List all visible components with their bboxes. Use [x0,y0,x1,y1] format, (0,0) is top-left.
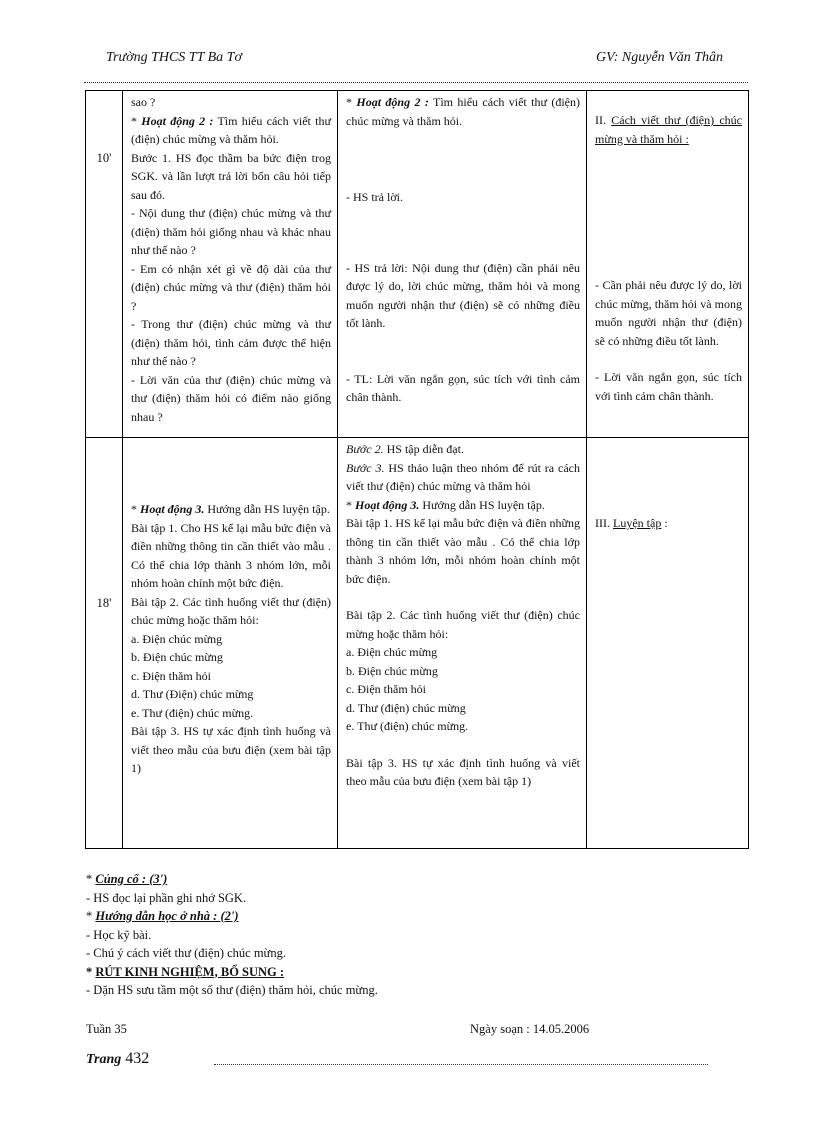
consolidation-section [86,870,378,1000]
list-item: a. Điện chúc mừng [346,645,438,659]
activity-heading: * Hoạt động 3. Hướng dẫn HS luyện tập. [131,502,330,516]
exercise: Bài tập 2. Các tình huống viết thư (điện) chúc mừng hoặc thăm hỏi: [131,594,331,627]
content-note: - Cần phải nêu được lý do, lời chúc mừng, thăm hỏi và mong muốn người nhận thư (điện) sẽ có những điều tốt lành. [595,278,742,348]
lesson-table [85,90,749,849]
step: Bước 3. HS thảo luận theo nhóm để rút ra cách viết thư (điện) chúc mừng và thăm hỏi [346,460,580,493]
list-item: e. Thư (điện) chúc mừng. [131,705,254,720]
section-heading: II. Cách viết thư (điện) chúc mừng và thăm hỏi : [595,113,742,146]
question: - Nội dung thư (điện) chúc mừng và thư (điện) thăm hỏi giống nhau và khác nhau như thế nào ? [131,206,331,257]
time-label: 18' [96,596,112,610]
content-cell [587,438,749,849]
table-row [86,91,749,438]
content-note: - Lời văn ngắn gọn, súc tích với tình cảm chân thành. [595,370,742,403]
student-cell [338,438,587,849]
question: - Em có nhận xét gì về độ dài của thư (điện) chúc mừng và thư (điện) thăm hỏi ? [131,261,331,313]
exercise: Bài tập 1. HS kể lại mẫu bức điện và điền những thông tin cần thiết vào mẫu . Có thể chia lớp thành 3 nhóm lớn, mỗi nhóm hoàn chỉnh một bức điện. [346,516,580,586]
content-cell [587,91,749,438]
homework-item: - Học kỹ bài. [86,927,152,942]
exercise: Bài tập 1. Cho HS kể lại mẫu bức điện và điền những thông tin cần thiết vào mẫu . Có thể chia lớp thành 3 nhóm lớn, mỗi nhóm hoàn chỉnh một bức điện. [131,520,331,590]
text-line: Bước 1. HS đọc thầm ba bức điện trog SGK. và lần lượt trả lời bốn câu hỏi tiếp sau đó. [131,150,331,202]
exercise: Bài tập 3. HS tự xác định tình huống và viết theo mẫu của bưu điện (xem bài tập 1) [131,724,331,775]
list-item: b. Điện chúc mừng [131,650,223,664]
consolidation-item: - HS đọc lại phần ghi nhớ SGK. [86,890,247,905]
school-name: Trường THCS TT Ba Tơ [106,50,242,65]
answer: - HS trả lời. [346,190,404,204]
list-item: d. Thư (Điện) chúc mừng [131,687,254,701]
student-cell [338,91,587,438]
prep-date: Ngày soạn : 14.05.2006 [470,1022,590,1036]
homework-title: * Hướng dẫn học ở nhà : (2') [86,909,239,923]
header-divider [84,82,748,83]
list-item: d. Thư (điện) chúc mừng [346,700,466,715]
footer-divider [214,1064,708,1065]
question: - Lời văn của thư (điện) chúc mừng và thư (điện) thăm hỏi có điểm nào giống nhau ? [131,372,331,424]
answer: - TL: Lời văn ngắn gọn, súc tích với tình cảm chân thành. [346,371,580,404]
page-footer [86,1050,149,1068]
experience-title: * RÚT KINH NGHIỆM, BỔ SUNG : [86,964,285,979]
exercise: Bài tập 3. HS tự xác định tình huống và viết theo mẫu của bưu điện (xem bài tập 1) [346,755,580,788]
teacher-name: GV: Nguyễn Văn Thân [596,50,724,65]
time-label: 10' [96,151,112,165]
activity-heading: * Hoạt động 2 : Tìm hiểu cách viết thư (điện) chúc mừng và thăm hỏi. [346,95,580,128]
list-item: b. Điện chúc mừng [346,663,438,678]
exercise: Bài tập 2. Các tình huống viết thư (điện) chúc mừng hoặc thăm hỏi: [346,608,580,641]
table-row [86,438,749,849]
time-cell [86,438,123,849]
list-item: c. Điện thăm hỏi [346,682,426,696]
page-number: 432 [125,1050,150,1067]
consolidation-title: * Củng cố : (3') [86,872,168,886]
list-item: c. Điện thăm hỏi [131,668,211,683]
teacher-cell [123,438,338,849]
time-cell [86,91,123,438]
text-line: sao ? [131,95,156,109]
experience-item: - Dặn HS sưu tầm một số thư (điện) thăm hỏi, chúc mừng. [86,983,378,997]
page-label: Trang [86,1052,122,1067]
list-item: a. Điện chúc mừng [131,631,223,646]
week-label: Tuần 35 [86,1022,127,1036]
step: Bước 2. HS tập diễn đạt. [346,442,464,456]
section-heading: III. Luyện tập : [595,516,668,530]
activity-heading: * Hoạt động 2 : Tìm hiểu cách viết thư (điện) chúc mừng và thăm hỏi. [131,113,331,146]
list-item: e. Thư (điện) chúc mừng. [346,719,469,733]
question: - Trong thư (điện) chúc mừng và thư (điện) thăm hỏi, tình cảm được thể hiện như thế nào ? [131,317,331,368]
activity-heading: * Hoạt động 3. Hướng dẫn HS luyện tập. [346,497,545,512]
answer: - HS trả lời: Nội dung thư (điện) cần phải nêu được lý do, lời chúc mừng, thăm hỏi và mong muốn người nhận thư (điện) sẽ có những điều tốt lành. [346,260,580,330]
teacher-cell [123,91,338,438]
homework-item: - Chú ý cách viết thư (điện) chúc mừng. [86,946,286,960]
